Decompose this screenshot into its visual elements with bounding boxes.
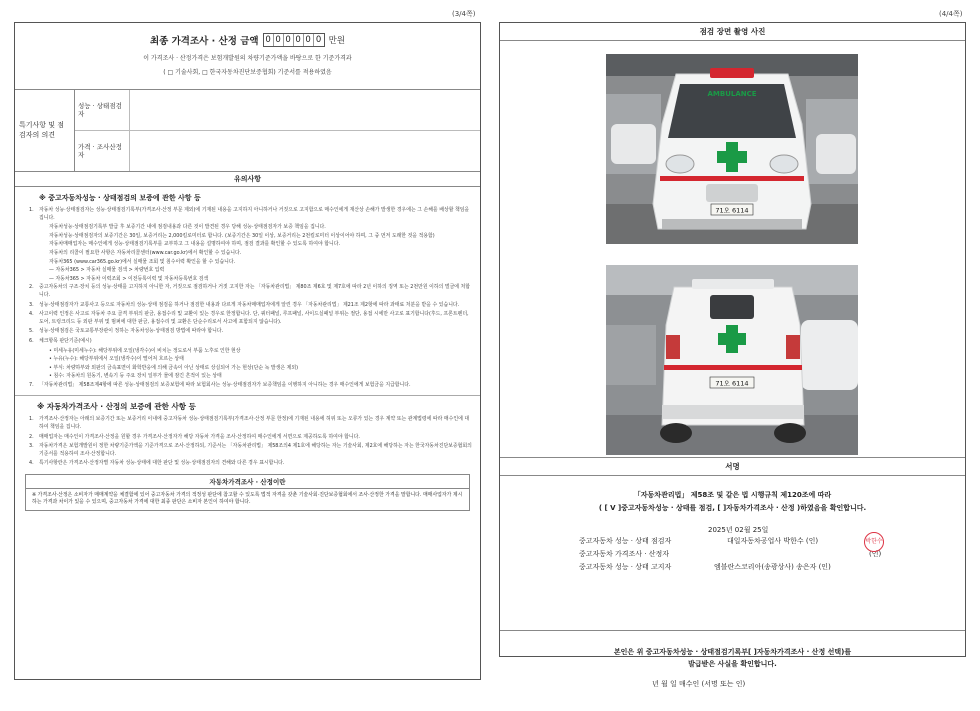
final-price-section [15,23,480,90]
inspector-label: 중고자동차 성능 · 상태 점검자 [579,537,672,545]
price-warranty-items [15,416,480,468]
appraiser-opinion-label: 가격 · 조사산정자 [75,131,130,171]
ambulance-rear-image [606,265,858,455]
law-reference: 「자동차관리법」 제58조 및 같은 법 시행규칙 제120조에 따라 [633,491,832,499]
inspection-photos [500,41,965,458]
list-item: 1. 자동차 성능·상태점검자는 성능·상태점검기록부(가격조사·산정 부문 제외)에 기재된 내용을 고지하지 아니하거나 거짓으로 고지함으로 매수인에게 재산상 손해가 발생한 경우에는 그 손해를 배상할 책임을 집니다. [29,207,470,221]
buyer-confirmation [500,631,965,711]
stamp-text: 박한수 [865,537,883,545]
price-digit-boxes [263,33,325,47]
warranty-section-heading: ※ 중고자동차성능 · 상태점검의 보증에 관한 사항 등 [39,194,201,202]
signature-section [500,476,965,631]
final-price-title [150,33,345,47]
list-item: 3. 성능·상태점검자가 교통사고 등으로 자동차의 성능·상태 점검을 하거나 점검한 내용과 다르게 자동차매매업자에게 알린 경우 「자동차관리법」 제21조 제2항에 따라 과태료 처분을 받을 수 있습니다. [29,301,460,308]
inspector-opinion-row [75,90,480,131]
buyer-signature-line[interactable]: 년 월 일 매수인 (서명 또는 인) [652,680,746,688]
criteria-bullet: • 부식: 차량하부와 외판의 금속표면이 화학반응에 의해 금속이 아닌 상태로 상실되어 가는 현상(단순 녹 발생은 제외) [49,364,298,371]
criteria-bullet: • 미세누유(미세누수): 해당부위에 오일(냉각수)이 비치는 정도로서 부품 노후로 인한 현상 [49,347,241,354]
list-item: 4. 사고이력 인정은 사고로 자동차 주요 골격 부위의 판금, 용접수리 및 교환이 있는 경우로 한정합니다. 단, 쿼터패널, 루프패널, 사이드실패널 부위는 절단, 용접 시에만 사고로 표기합니다(후드, 프론트펜더, 도어, 트렁크리드 등 외판 부위 및 범퍼에 대한 판금, 용접수리 및 교환은 단순수리로서 사고에 포함되지 않습니다). [29,311,469,325]
final-price-label: 최종 가격조사 · 산정 금액 [149,36,259,47]
appraiser-opinion-field[interactable] [130,131,480,171]
notes-title: 유의사항 [15,172,480,187]
price-standard-line: ( □ 기술사회, □ 한국자동차진단보증협회) 기준서를 적용하였음 [163,69,332,76]
price-unit: 만원 [328,36,346,46]
signature-section-title: 서명 [500,458,965,476]
signature-date: 2025년 02월 25일 [708,526,769,534]
document-page-3 [14,22,481,680]
appraisal-definition-text: ※ 가격조사·산정은 소비자가 매매계약을 체결함에 있어 중고자동차 가격의 적정성 판단에 참고할 수 있도록 법적 자격을 갖춘 기술사회·진단보증협회에서 조사·산정한 가격을 말합니다. 매매사업자가 제시하는 가격과 차이가 있을 수 있으며, 중고자동차 가격에 대한 최종 판단은 소비자 본인이 하여야 합니다. [32,492,463,506]
list-item: 3. 자동차가격은 보험개발원이 정한 차량기준가액을 기준가격으로 조사·산정하되, 기준서는 「자동차관리법」 제58조의4 제1호에 해당하는 자는 기술사회, 제2호에 해당하는 자는 한국자동차진단보증협회의 기준서를 적용하여 조사·산정합니다. [29,443,472,457]
page-number-right: (4/4쪽) [939,10,963,18]
appraisal-definition-box [25,474,470,511]
photo-section-title: 점검 장면 촬영 사진 [500,23,965,41]
red-seal-stamp-icon [864,532,884,552]
list-item: 1. 가격조사·산정자는 아래의 보증기간 또는 보증거리 이내에 중고자동차 성능·상태점검기록부(가격조사·산정 부문 한정)에 기재된 내용에 허위 또는 오류가 있는 경우 계약 또는 관계법령에 따라 매수인에 대하여 책임을 집니다. [29,416,470,431]
list-item: 자동차성능·상태점검자의 보증기간은 30일, 보증거리는 2,000킬로미터로 합니다. (보증기간은 30일 이상, 보증거리는 2천킬로미터 이상이어야 하며, 그 중 먼저 도래한 것을 적용함) [49,232,435,239]
price-warranty-section-heading: ※ 자동차가격조사 · 산정의 보증에 관한 사항 등 [15,395,480,416]
photo-license-plate: 71오 6114 [715,206,749,215]
list-item: 자동차365 (www.car365.go.kr)에서 실매물 조회 및 침수이력 확인을 할 수 있습니다. [49,258,236,265]
list-item: 자동차매매업자는 매수인에게 성능·상태점검기록부를 교부하고 그 내용을 설명하여야 하며, 점검 결과를 확인할 수 있도록 하여야 합니다. [49,241,340,248]
ambulance-front-image [606,54,858,244]
notifier-name: 엠블란스코리아(송광상사) 송은자 (인) [714,563,831,571]
inspector-opinion-field[interactable] [130,90,480,130]
price-digit: 0 [264,34,274,46]
rear-view-photo [606,265,858,455]
price-basis-line: 이 가격조사 · 산정가격은 보험개발원의 차량기준가액을 바탕으로 한 기준가격과 [143,55,352,62]
list-item: 자동차성능·상태점검기록부 발급 후 보증기간 내에 점검내용과 다른 것이 발견된 경우 당해 성능·상태점검자가 보증 책임을 집니다. [49,224,326,231]
price-digit: 0 [304,34,314,46]
list-item: 자동차의 리콜이 필요한 사항은 자동차리콜센터(www.car.go.kr)에서 확인할 수 있습니다. [49,249,242,256]
inspector-name: 대일자동차공업사 박한수 (인) [727,537,819,545]
list-item: 2. 매매업자는 매수인이 가격조사·산정을 원할 경우 가격조사·산정자가 해당 자동차 가격을 조사·산정하여 매수인에게 서면으로 제공하도록 하여야 합니다. [29,433,360,440]
buyer-confirm-line1: 본인은 위 중고자동차성능 · 상태점검기록부[ ]자동차가격조사 · 산정 선택)를 [613,648,852,656]
warranty-items [15,207,480,389]
page-number-left: (3/4쪽) [452,10,476,18]
appraisal-definition-title: 자동차가격조사 · 산정이란 [26,475,469,489]
price-digit: 0 [294,34,304,46]
special-notes-label: 특기사항 및 점검자의 의견 [15,90,75,171]
special-notes-table [15,90,480,172]
notifier-label: 중고자동차 성능 · 상태 고지자 [579,563,672,571]
inspector-opinion-label: 성능 · 상태점검자 [75,90,130,130]
buyer-confirm-line2: 발급받은 사실을 확인합니다. [688,660,777,668]
criteria-bullet: • 누유(누수): 해당부위에서 오일(냉각수)이 떨어져 흐르는 상태 [49,356,184,363]
list-item: 4. 특기사항란은 가격조사·산정자별 자동차 성능·상태에 대한 판단 및 성능·상태점검자의 견해와 다른 경우 표시합니다. [29,460,285,467]
inspection-confirmation: ( [ V ]중고자동차성능 · 상태를 점검, [ ]자동차가격조사 · 산정 )하였음을 확인합니다. [598,504,867,512]
photo-ambulance-sign: AMBULANCE [707,90,757,98]
appraiser-signature: (인) [869,550,882,558]
price-digit: 0 [315,35,322,45]
price-digit: 0 [284,34,294,46]
appraiser-label: 중고자동차 가격조사 · 산정자 [579,550,670,558]
appraiser-opinion-row [75,131,480,171]
list-item: 6. 체크항목 판단기준(예시) [29,337,92,344]
list-item: 2. 중고자동차의 구조·장치 등의 성능·상태를 고지하지 아니한 자, 거짓으로 점검하거나 거짓 고지한 자는 「자동차관리법」 제80조 제6호 및 제7호에 따라 2년 이하의 징역 또는 2천만원 이하의 벌금에 처합니다. [29,284,471,298]
criteria-bullet: • 침수: 자동차의 원동기, 변속기 등 주요 장치 일부가 물에 잠긴 흔적이 있는 상태 [49,373,222,380]
price-digit: 0 [274,34,284,46]
list-item: 5. 성능·상태점검은 국토교통부장관이 정하는 자동차성능·상태점검 방법에 따라야 합니다. [29,328,224,335]
front-view-photo [606,54,858,244]
list-item: 7. 「자동차관리법」 제58조제4항에 따른 성능·상태점검의 보증보험에 따라 보험회사는 성능·상태점검자가 보증책임을 이행하지 아니하는 경우 매수인에게 보험금을 지급합니다. [29,381,411,388]
link-hint: — 자동차365 > 자동차 이력조회 > 이전등록이력 및 자동차등록번호 검색 [49,275,209,282]
photo-license-plate: 71오 6114 [715,379,749,388]
document-page-4 [499,22,966,688]
link-hint: — 자동차365 > 자동차 실매물 검색 > 차량번호 입력 [49,267,165,274]
